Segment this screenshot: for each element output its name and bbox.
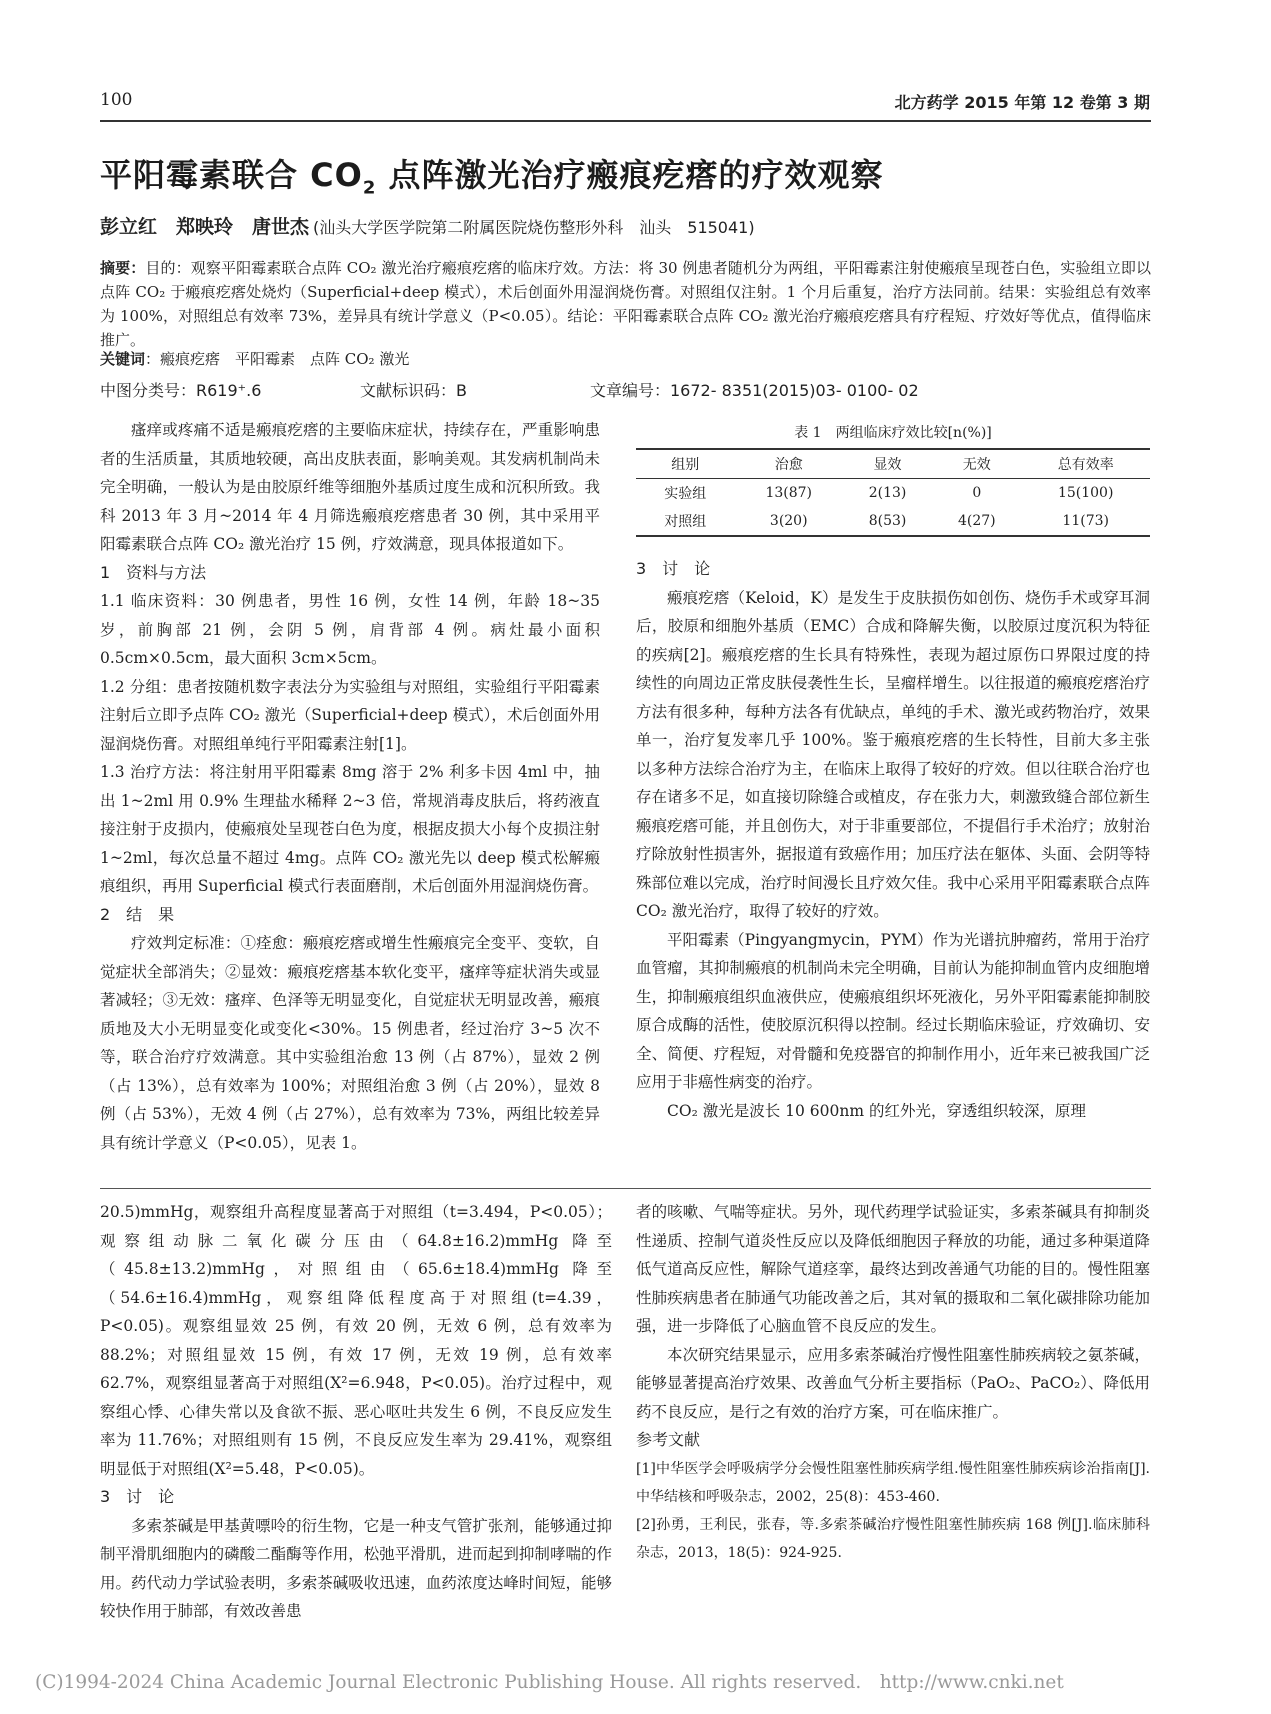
title-subscript: 2 (362, 177, 377, 199)
left-column-bottom (100, 1198, 612, 1626)
article-divider (100, 1188, 1151, 1189)
efficacy-table (636, 448, 1150, 537)
intro-paragraph: 瘙痒或疼痛不适是瘢痕疙瘩的主要临床症状，持续存在，严重影响患者的生活质量，其质地较硬，高出皮肤表面，影响美观。其发病机制尚未完全明确，一般认为是由胶原纤维等细胞外基质过度生成和沉积所致。我科 2013 年 3 月~2014 年 4 月筛选瘢痕疙瘩患者 30 例，其中采用平阳霉素联合点阵 CO₂ 激光治疗 15 例，疗效满意，现具体报道如下。 (100, 421, 600, 553)
section-1-1: 1.1 临床资料：30 例患者，男性 16 例，女性 14 例，年龄 18~35 岁，前胸部 21 例，会阴 5 例，肩背部 4 例。病灶最小面积 0.5cm×0.5cm，最大面积 3cm×5cm。 (100, 592, 600, 667)
prev-article-discussion: 多索茶碱是甲基黄嘌呤的衍生物，它是一种支气管扩张剂，能够通过抑制平滑肌细胞内的磷酸二酯酶等作用，松弛平滑肌，进而起到抑制哮喘的作用。药代动力学试验表明，多索茶碱吸收迅速，血药浓度达峰时间短，能够较快作用于肺部，有效改善患 (100, 1516, 612, 1620)
table-row (636, 479, 1150, 508)
discussion-paragraph-1: 瘢痕疙瘩（Keloid，K）是发生于皮肤损伤如创伤、烧伤手术或穿耳洞后，胶原和细胞外基质（EMC）合成和降解失衡，以胶原过度沉积为特征的疾病[2]。瘢痕疙瘩的生长具有特殊性，表现为超过原伤口界限过度的持续性的向周边正常皮肤侵袭性生长，呈瘤样增生。以往报道的瘢痕疙瘩治疗方法有很多种，每种方法各有优缺点，单纯的手术、激光或药物治疗，效果单一，治疗复发率几乎 100%。鉴于瘢痕疙瘩的生长特性，目前大多主张以多种方法综合治疗为主，在临床上取得了较好的疗效。但以往联合治疗也存在诸多不足，如直接切除缝合或植皮，存在张力大，刺激致缝合部位新生瘢痕疙瘩可能，并且创伤大，对于非重要部位，不提倡行手术治疗；放射治疗除放射性损害外，据报道有致癌作用；加压疗法在躯体、头面、会阴等特殊部位难以完成，治疗时间漫长且疗效欠佳。我中心采用平阳霉素联合点阵 CO₂ 激光治疗，取得了较好的疗效。 (636, 588, 1150, 920)
table-cell: 3(20) (769, 513, 808, 529)
article-number: 文章编号：1672- 8351(2015)03- 0100- 02 (590, 381, 919, 400)
page-number: 100 (100, 90, 133, 110)
prev-article-conclusion: 本次研究结果显示，应用多索茶碱治疗慢性阻塞性肺疾病较之氨茶碱，能够显著提高治疗效果、改善血气分析主要指标（PaO₂、PaCO₂）、降低用药不良反应，是行之有效的治疗方案，可在临床推广。 (636, 1345, 1150, 1421)
clc-number: 中图分类号：R619⁺.6 (100, 381, 262, 400)
right-column-bottom (636, 1198, 1150, 1567)
table-header-cell: 显效 (873, 457, 902, 473)
table-cell: 15(100) (1057, 485, 1114, 501)
article-title (100, 150, 884, 198)
prev-article-discussion-cont: 者的咳嗽、气喘等症状。另外，现代药理学试验证实，多索茶碱具有抑制炎性递质、控制气道炎性反应以及降低细胞因子释放的功能，通过多种渠道降低气道高反应性，解除气道痉挛，最终达到改善通气功能的目的。慢性阻塞性肺疾病患者在肺通气功能改善之后，其对氧的摄取和二氧化碳排除功能加强，进一步降低了心脑血管不良反应的发生。 (636, 1203, 1150, 1335)
header-rule (100, 120, 1151, 122)
section-1-3: 1.3 治疗方法：将注射用平阳霉素 8mg 溶于 2% 利多卡因 4ml 中，抽出 1~2ml 用 0.9% 生理盐水稀释 2~3 倍，常规消毒皮肤后，将药液直接注射于皮损内，使瘢痕处呈现苍白色为度，根据皮损大小每个皮损注射 1~2ml，每次总量不超过 4mg。点阵 CO₂ 激光先以 deep 模式松解瘢痕组织，再用 Superficial 模式行表面磨削，术后创面外用湿润烧伤膏。 (100, 763, 600, 895)
discussion-paragraph-2: 平阳霉素（Pingyangmycin，PYM）作为光谱抗肿瘤药，常用于治疗血管瘤，其抑制瘢痕的机制尚未完全明确，目前认为能抑制血管内皮细胞增生，抑制瘢痕组织血液供应，使瘢痕组织坏死液化，另外平阳霉素能抑制胶原合成酶的活性，使胶原沉积得以控制。经过长期临床验证，疗效确切、安全、简便、疗程短，对骨髓和免疫器官的抑制作用小，近年来已被我国广泛应用于非癌性病变的治疗。 (636, 930, 1150, 1091)
table-cell: 13(87) (765, 485, 813, 501)
title-part-1: 平阳霉素联合 CO (100, 156, 363, 194)
section-1-heading: 1 资料与方法 (100, 562, 207, 582)
classification-line (100, 378, 1151, 401)
authors-line (100, 212, 755, 239)
table-cell: 对照组 (664, 514, 707, 530)
document-code: 文献标识码：B (360, 381, 467, 400)
keywords-label: 关键词 (100, 350, 146, 368)
section-2-heading: 2 结 果 (100, 904, 175, 924)
section-1-2: 1.2 分组：患者按随机数字表法分为实验组与对照组，实验组行平阳霉素注射后立即予点阵 CO₂ 激光（Superficial+deep 模式），术后创面外用湿润烧伤膏。对照组单纯行平阳霉素注射[1]。 (100, 677, 600, 753)
prev-article-results: 20.5)mmHg，观察组升高程度显著高于对照组（t=3.494，P<0.05）；观察组动脉二氧化碳分压由（64.8±16.2)mmHg 降至（45.8±13.2)mmHg，对照组由（65.6±18.4)mmHg 降至（54.6±16.4)mmHg，观察组降低程度高于对照组(t=4.39，P<0.05)。观察组显效 25 例，有效 20 例，无效 6 例，总有效率为 88.2%；对照组显效 15 例，有效 17 例，无效 19 例，总有效率 62.7%，观察组显著高于对照组(X²=6.948，P<0.05)。治疗过程中，观察组心悸、心律失常以及食欲不振、恶心呕吐共发生 6 例，不良反应发生率为 11.76%；对照组则有 15 例，不良反应发生率为 29.41%，观察组明显低于对照组(X²=5.48，P<0.05)。 (100, 1203, 612, 1478)
abstract-label: 摘要： (100, 259, 146, 277)
copyright-footer: (C)1994-2024 China Academic Journal Electronic Publishing House. All rights reserved. http://www.cnki.net (35, 1672, 1064, 1693)
prev-article-discussion-heading: 3 讨 论 (100, 1487, 175, 1506)
discussion-paragraph-3: CO₂ 激光是波长 10 600nm 的红外光，穿透组织较深，原理 (667, 1101, 1086, 1120)
table-cell: 4(27) (957, 513, 996, 529)
references-heading: 参考文献 (636, 1430, 701, 1449)
table-caption: 表 1 两组临床疗效比较[n(%)] (794, 425, 992, 441)
abstract-text: 目的：观察平阳霉素联合点阵 CO₂ 激光治疗瘢痕疙瘩的临床疗效。方法：将 30 例患者随机分为两组，平阳霉素注射使瘢痕呈现苍白色，实验组立即以点阵 CO₂ 于瘢痕疙瘩处烧灼（Superficial+deep 模式），术后创面外用湿润烧伤膏。对照组仅注射。1 个月后重复，治疗方法同前。结果：实验组总有效率为 100%，对照组总有效率 73%，差异具有统计学意义（P<0.05）。结论：平阳霉素联合点阵 CO₂ 激光治疗瘢痕疙瘩具有疗程短、疗效好等优点，值得临床推广。 (100, 259, 1151, 349)
table-header-cell: 组别 (671, 457, 700, 473)
section-3-heading: 3 讨 论 (636, 559, 711, 578)
results-paragraph: 疗效判定标准：①痊愈：瘢痕疙瘩或增生性瘢痕完全变平、变软，自觉症状全部消失；②显效：瘢痕疙瘩基本软化变平，瘙痒等症状消失或显著减轻；③无效：瘙痒、色泽等无明显变化，自觉症状无明显改善，瘢痕质地及大小无明显变化或变化<30%。15 例患者，经过治疗 3~5 次不等，联合治疗疗效满意。其中实验组治愈 13 例（占 87%），显效 2 例（占 13%），总有效率为 100%；对照组治愈 3 例（占 20%），显效 8 例（占 53%），无效 4 例（占 27%），总有效率为 73%，两组比较差异具有统计学意义（P<0.05），见表 1。 (100, 934, 600, 1152)
table-row (636, 507, 1150, 536)
table-header-cell: 无效 (962, 457, 991, 473)
reference-item: [2]孙勇，王利民，张春，等.多索茶碱治疗慢性阻塞性肺疾病 168 例[J].临床肺科杂志，2013，18(5)：924-925. (636, 1516, 1150, 1561)
table-1 (636, 422, 1150, 537)
keywords (100, 348, 409, 369)
author-names: 彭立红 郑映玲 唐世杰 (100, 216, 310, 238)
keywords-text: ：瘢痕疙瘩 平阳霉素 点阵 CO₂ 激光 (145, 350, 410, 368)
left-column-top (100, 416, 600, 1157)
table-cell: 0 (972, 485, 982, 501)
journal-issue: 北方药学 2015 年第 12 卷第 3 期 (894, 93, 1150, 112)
reference-item: [1]中华医学会呼吸病学分会慢性阻塞性肺疾病学组.慢性阻塞性肺疾病诊治指南[J].中华结核和呼吸杂志，2002，25(8)：453-460. (636, 1460, 1150, 1505)
table-cell: 11(73) (1062, 513, 1109, 529)
table-cell: 8(53) (868, 513, 907, 529)
table-header-cell: 治愈 (774, 457, 803, 473)
table-header-cell: 总有效率 (1057, 457, 1114, 473)
title-part-2: 点阵激光治疗瘢痕疙瘩的疗效观察 (376, 156, 884, 194)
table-header-row (636, 449, 1150, 479)
right-column-top (636, 555, 1150, 1125)
table-cell: 2(13) (868, 485, 907, 501)
affiliation: (汕头大学医学院第二附属医院烧伤整形外科 汕头 515041) (313, 218, 755, 237)
table-cell: 实验组 (664, 486, 707, 502)
references-list (636, 1455, 1150, 1567)
abstract (100, 256, 1151, 352)
